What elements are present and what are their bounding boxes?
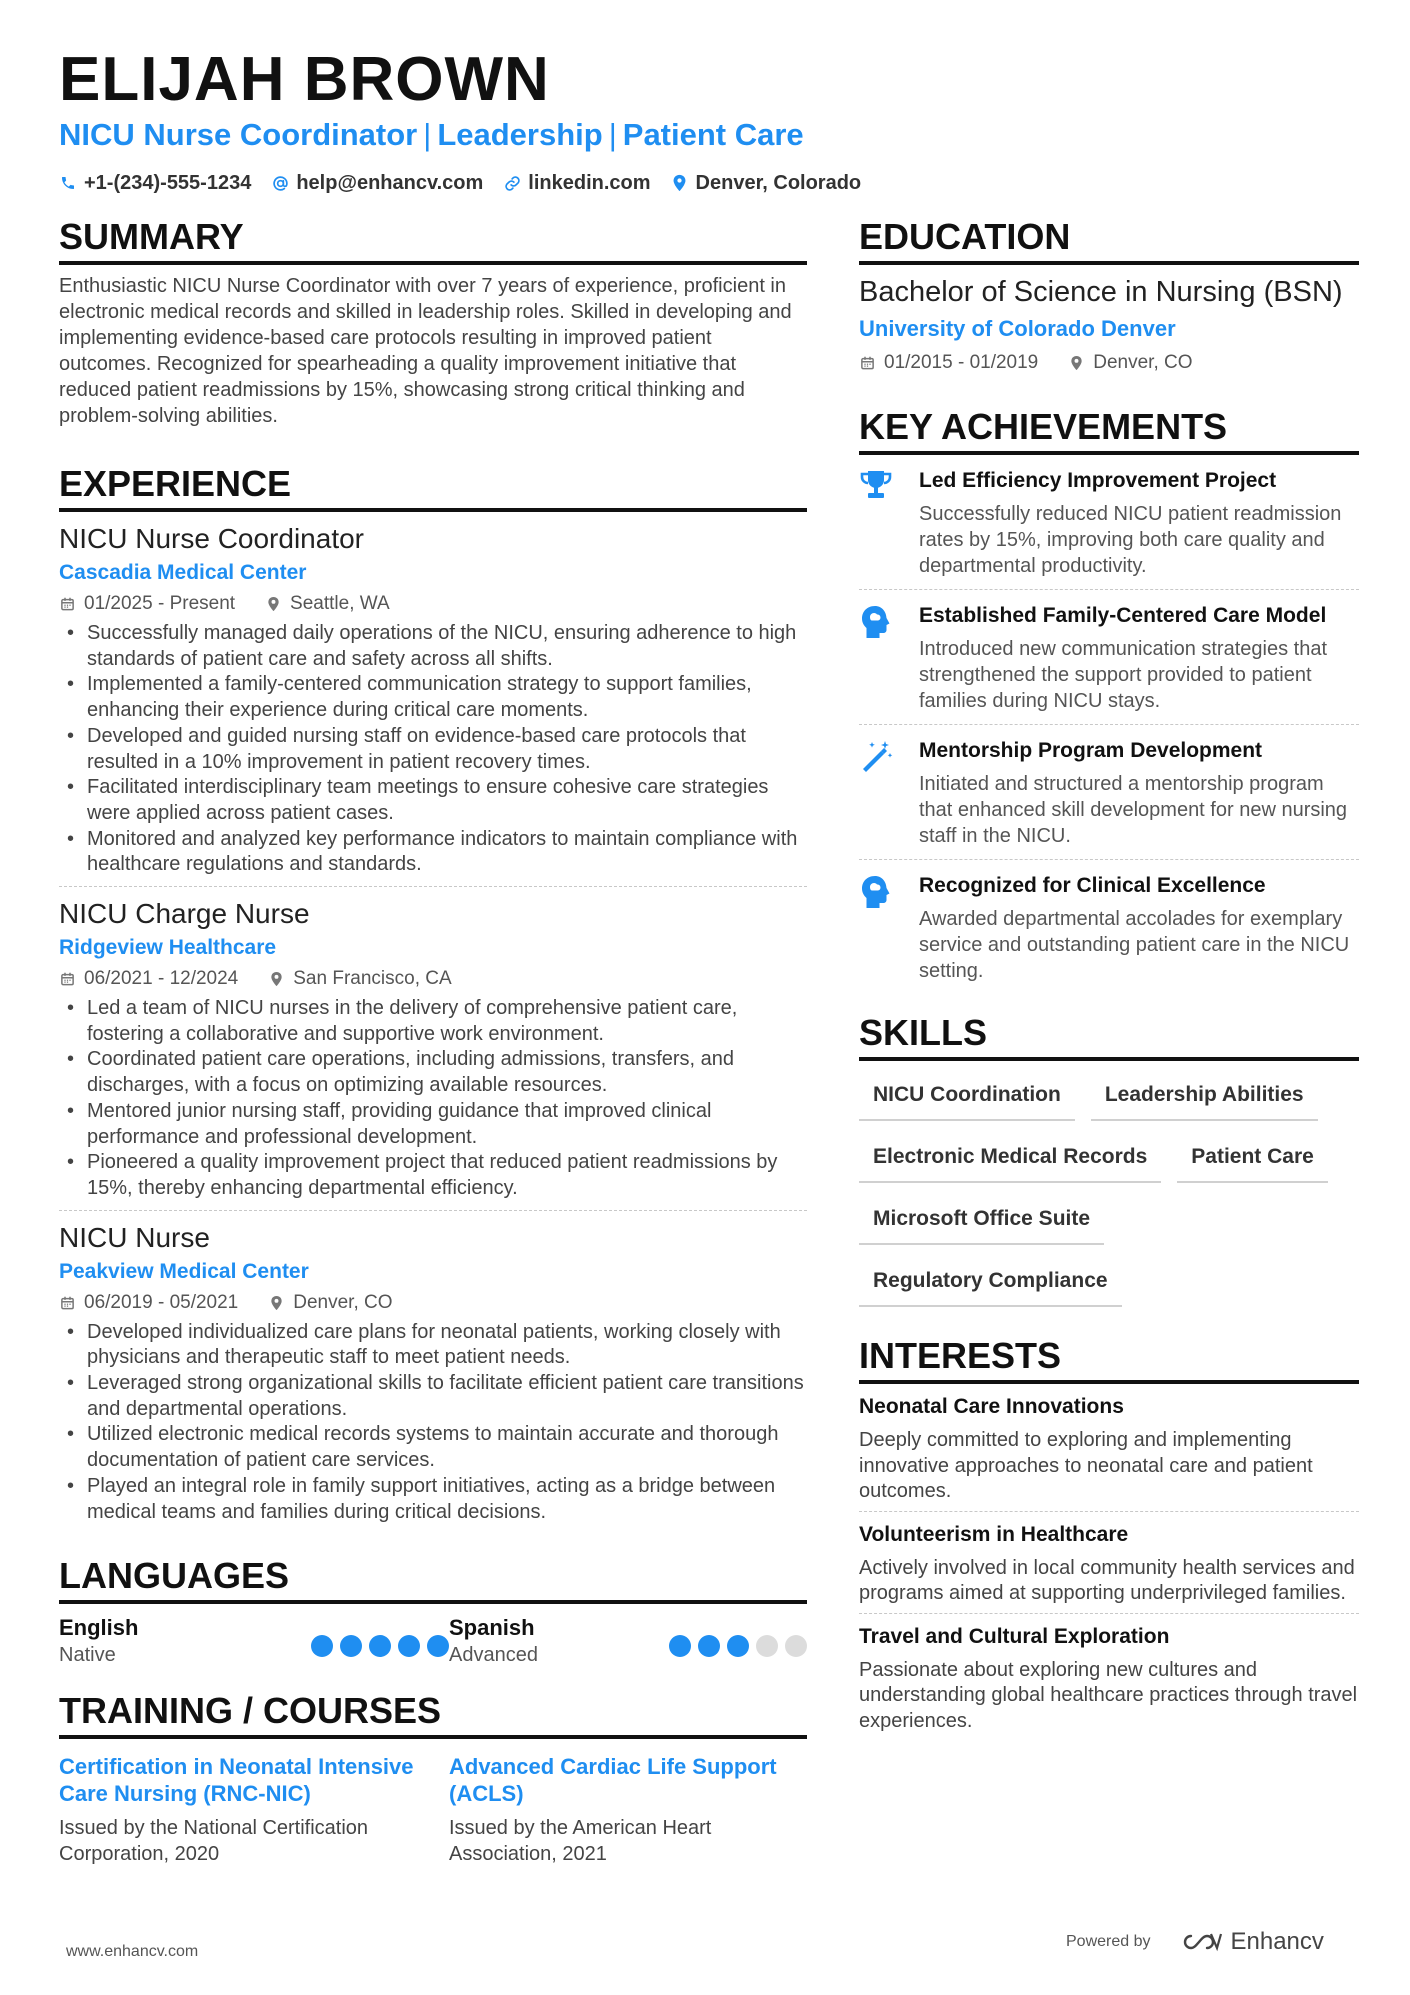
job-bullets: [59, 996, 807, 1202]
location-pin-icon: [1068, 355, 1084, 371]
skills-list: [859, 1073, 1359, 1321]
achievement-item: [859, 725, 1359, 860]
training-title: Advanced Cardiac Life Support (ACLS): [449, 1754, 777, 1807]
achievement-desc: Awarded departmental accolades for exemplary service and outstanding patient care in the NICU setting.: [919, 908, 1350, 982]
tagline-separator: |: [608, 117, 617, 152]
job-bullets: [59, 621, 807, 878]
interest-title: Volunteerism in Healthcare: [859, 1522, 1129, 1546]
tagline: [59, 115, 804, 155]
job-location-text: San Francisco, CA: [293, 968, 452, 990]
job-meta: [59, 966, 807, 992]
interest-item: [859, 1384, 1359, 1512]
location-pin-icon: [265, 596, 281, 612]
language-name: English: [59, 1615, 139, 1641]
rating-dot-empty: [756, 1635, 778, 1657]
job-bullet: • Leveraged strong organizational skills to facilitate efficient patient care transitions and departmental operations.: [59, 1371, 807, 1422]
rating-dot-filled: [398, 1635, 420, 1657]
rating-dot-filled: [340, 1635, 362, 1657]
job-bullet: • Utilized electronic medical records systems to maintain accurate and thorough documentation of patient care services.: [59, 1422, 807, 1473]
achievement-desc: Initiated and structured a mentorship program that enhanced skill development for new nursing staff in the NICU.: [919, 773, 1348, 847]
job-bullet: • Pioneered a quality improvement project that reduced patient readmissions by 15%, thereby enhancing departmental efficiency.: [59, 1150, 807, 1201]
interests-list: [859, 1384, 1359, 1740]
school-name: University of Colorado Denver: [859, 316, 1176, 341]
trophy-icon: [859, 467, 919, 579]
education-meta: [859, 350, 1359, 376]
training-desc: Issued by the National Certification Corporation, 2020: [59, 1817, 369, 1866]
dashed-divider: [59, 886, 807, 887]
interest-desc: Passionate about exploring new cultures and understanding global healthcare practices through travel experiences.: [859, 1658, 1358, 1732]
job-meta: [59, 1290, 807, 1316]
training-heading: TRAINING / COURSES: [59, 1690, 807, 1739]
skills-heading: SKILLS: [859, 1012, 1359, 1061]
job-title: NICU Charge Nurse: [59, 898, 310, 930]
job-dates-text: 06/2019 - 05/2021: [84, 1291, 239, 1313]
training-desc: Issued by the American Heart Association, 2021: [449, 1817, 712, 1866]
education-heading: EDUCATION: [859, 216, 1359, 265]
languages-heading: LANGUAGES: [59, 1555, 807, 1604]
job-location: [268, 966, 451, 992]
tagline-skill: Leadership: [437, 117, 603, 152]
rating-dot-filled: [727, 1635, 749, 1657]
head-brain-icon: [859, 872, 919, 984]
contact-location: [671, 172, 862, 195]
interests-heading: INTERESTS: [859, 1335, 1359, 1384]
rating-dot-filled: [369, 1635, 391, 1657]
job-location-text: Seattle, WA: [290, 593, 390, 614]
language-item: [449, 1614, 807, 1668]
achievement-item: [859, 590, 1359, 725]
rating-dot-filled: [427, 1635, 449, 1657]
head-brain-icon: [859, 602, 919, 714]
skill-tag: Microsoft Office Suite: [859, 1197, 1104, 1245]
calendar-icon: [59, 971, 75, 987]
footer-website[interactable]: www.enhancv.com: [66, 1943, 199, 1960]
languages-list: [59, 1614, 807, 1668]
footer-branding: [1066, 1928, 1324, 1956]
job-dates: [59, 591, 235, 617]
achievement-title: Mentorship Program Development: [919, 739, 1263, 762]
company-name: Cascadia Medical Center: [59, 561, 307, 584]
job-bullet: • Mentored junior nursing staff, providing guidance that improved clinical performance and professional development.: [59, 1099, 807, 1150]
language-rating: [662, 1624, 807, 1668]
job-bullet: • Developed and guided nursing staff on evidence-based care protocols that resulted in a 10% improvement in patient recovery times.: [59, 724, 807, 775]
skill-tag: NICU Coordination: [859, 1073, 1075, 1121]
achievement-title: Established Family-Centered Care Model: [919, 604, 1327, 627]
language-level: Advanced: [449, 1644, 538, 1667]
education-dates-text: 01/2015 - 01/2019: [884, 352, 1039, 373]
job-bullet: • Played an integral role in family support initiatives, acting as a bridge between medical teams and families during critical decisions.: [59, 1474, 807, 1525]
job-dates-text: 01/2025 - Present: [84, 593, 236, 614]
enhancv-logo[interactable]: [1177, 1928, 1324, 1956]
tagline-role: NICU Nurse Coordinator: [59, 117, 418, 152]
skill-tag: Electronic Medical Records: [859, 1135, 1161, 1183]
summary-text: Enthusiastic NICU Nurse Coordinator with over 7 years of experience, proficient in electronic medical records and skilled in leadership roles. Skilled in developing and implementing evidence-based care protocols resulting in improved patient outcomes. Recognized for spearheading a quality improvement initiative that reduced patient readmissions by 15%, showcasing strong critical thinking and problem-solving abilities.: [59, 275, 792, 427]
education-dates: [859, 350, 1038, 376]
achievement-desc: Successfully reduced NICU patient readmission rates by 15%, improving both care quality and departmental productivity.: [919, 503, 1342, 577]
candidate-name: ELIJAH BROWN: [59, 45, 550, 114]
contact-phone[interactable]: [59, 172, 251, 195]
job-dates: [59, 1290, 238, 1316]
job-dates: [59, 966, 238, 992]
achievement-title: Led Efficiency Improvement Project: [919, 469, 1277, 492]
job-dates-text: 06/2021 - 12/2024: [84, 968, 239, 990]
degree: Bachelor of Science in Nursing (BSN): [859, 276, 1343, 308]
rating-dot-filled: [311, 1635, 333, 1657]
calendar-icon: [59, 596, 75, 612]
skill-tag: Patient Care: [1177, 1135, 1328, 1183]
skill-tag: Regulatory Compliance: [859, 1259, 1122, 1307]
right-column: [859, 216, 1359, 1740]
training-item: [59, 1753, 449, 1867]
interest-title: Travel and Cultural Exploration: [859, 1624, 1170, 1648]
job-location: [265, 591, 390, 617]
rating-dot-filled: [669, 1635, 691, 1657]
job-bullet: • Coordinated patient care operations, including admissions, transfers, and discharges, with a focus on optimizing available resources.: [59, 1047, 807, 1098]
company-name: Peakview Medical Center: [59, 1259, 309, 1283]
contact-bar: [59, 168, 881, 198]
summary-heading: SUMMARY: [59, 216, 807, 265]
left-column: [59, 216, 807, 1867]
contact-email[interactable]: [271, 172, 483, 195]
dashed-divider: [59, 1210, 807, 1211]
contact-linkedin-text: linkedin.com: [528, 171, 651, 194]
experience-entry: [59, 522, 807, 887]
contact-location-text: Denver, Colorado: [695, 171, 862, 194]
achievements-list: [859, 455, 1359, 994]
job-bullet: • Monitored and analyzed key performance indicators to maintain compliance with healthcare regulations and standards.: [59, 827, 807, 878]
location-pin-icon: [268, 1295, 284, 1311]
job-bullet: • Facilitated interdisciplinary team meetings to ensure cohesive care strategies were applied across patient cases.: [59, 775, 807, 826]
rating-dot-empty: [785, 1635, 807, 1657]
achievement-title: Recognized for Clinical Excellence: [919, 874, 1266, 897]
interest-desc: Deeply committed to exploring and implementing innovative approaches to neonatal care and patient outcomes.: [859, 1429, 1313, 1502]
interest-desc: Actively involved in local community health services and programs aimed at supporting underprivileged families.: [859, 1556, 1355, 1604]
at-icon: [271, 174, 289, 192]
powered-by-label: Powered by: [1066, 1933, 1151, 1950]
job-bullet: • Implemented a family-centered communication strategy to support families, enhancing their experience during critical care moments.: [59, 672, 807, 723]
experience-entry: [59, 897, 807, 1211]
training-item: [449, 1753, 807, 1867]
contact-email-text: help@enhancv.com: [296, 171, 484, 194]
job-meta: [59, 591, 807, 617]
language-level: Native: [59, 1644, 116, 1667]
education-location-text: Denver, CO: [1093, 352, 1193, 373]
interest-item: [859, 1614, 1359, 1741]
job-title: NICU Nurse Coordinator: [59, 523, 364, 554]
job-bullet: • Successfully managed daily operations of the NICU, ensuring adherence to high standards of patient care and safety across all shifts.: [59, 621, 807, 672]
magic-wand-icon: [859, 737, 919, 849]
contact-phone-text: +1-(234)-555-1234: [84, 171, 252, 194]
location-pin-icon: [268, 971, 284, 987]
achievement-desc: Introduced new communication strategies that strengthened the support provided to patient families during NICU stays.: [919, 638, 1327, 712]
language-name: Spanish: [449, 1615, 535, 1641]
enhancv-brand-text: Enhancv: [1230, 1928, 1324, 1955]
phone-icon: [59, 174, 77, 192]
job-location: [268, 1290, 392, 1316]
tagline-skill: Patient Care: [622, 117, 804, 152]
education-location: [1068, 350, 1192, 376]
training-list: [59, 1753, 807, 1867]
company-name: Ridgeview Healthcare: [59, 936, 277, 960]
rating-dot-filled: [698, 1635, 720, 1657]
experience-entry: [59, 1221, 807, 1526]
job-location-text: Denver, CO: [293, 1291, 393, 1313]
job-bullet: • Led a team of NICU nurses in the delivery of comprehensive patient care, fostering a collaborative and supportive work environment.: [59, 996, 807, 1047]
enhancv-logo-icon: [1177, 1930, 1223, 1954]
tagline-separator: |: [423, 117, 432, 152]
contact-linkedin[interactable]: [503, 172, 650, 195]
skill-tag: Leadership Abilities: [1091, 1073, 1318, 1121]
achievements-heading: KEY ACHIEVEMENTS: [859, 406, 1359, 455]
language-item: [59, 1614, 449, 1668]
job-bullets: [59, 1320, 807, 1526]
achievement-item: [859, 860, 1359, 994]
calendar-icon: [59, 1295, 75, 1311]
job-title: NICU Nurse: [59, 1221, 210, 1253]
interest-item: [859, 1512, 1359, 1614]
achievement-item: [859, 455, 1359, 590]
language-rating: [304, 1624, 449, 1668]
calendar-icon: [859, 355, 875, 371]
link-icon: [503, 174, 521, 192]
training-title: Certification in Neonatal Intensive Care Nursing (RNC-NIC): [59, 1754, 414, 1807]
job-bullet: • Developed individualized care plans for neonatal patients, working closely with physicians and therapeutic staff to meet patient needs.: [59, 1320, 807, 1371]
interest-title: Neonatal Care Innovations: [859, 1395, 1124, 1418]
experience-heading: EXPERIENCE: [59, 463, 807, 512]
location-pin-icon: [671, 174, 689, 192]
